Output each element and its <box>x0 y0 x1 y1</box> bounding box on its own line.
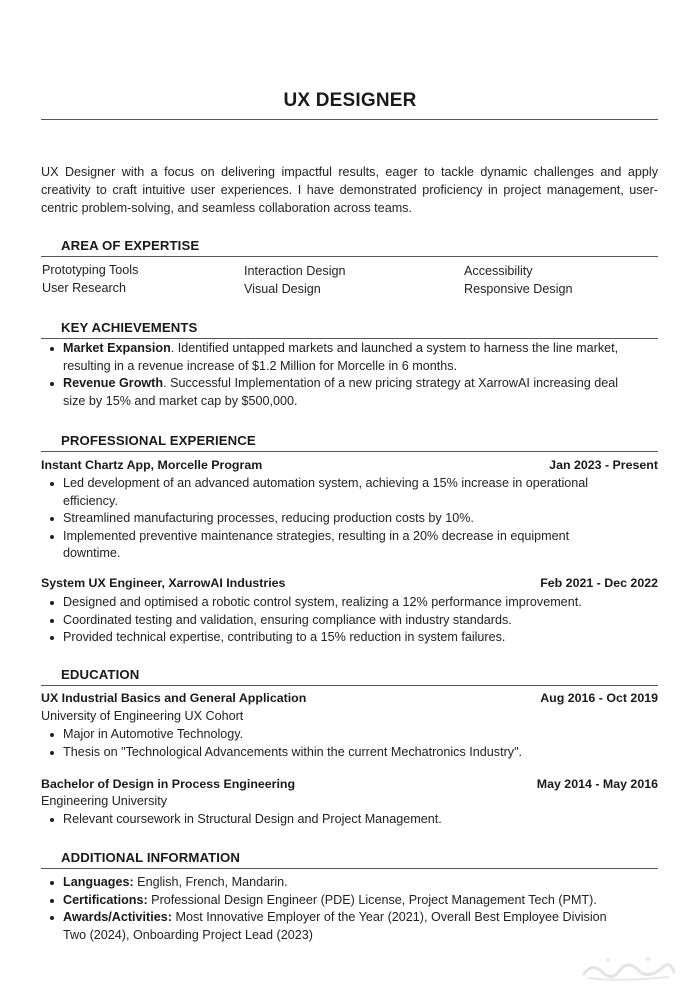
list-item <box>41 874 611 892</box>
list-item: Coordinated testing and validation, ensuring compliance with industry standards. <box>41 612 641 630</box>
section-divider <box>41 338 658 339</box>
list-item <box>41 375 641 410</box>
job-dates: Jan 2023 - Present <box>549 458 658 472</box>
expertise-item: Interaction Design <box>244 264 346 278</box>
section-heading-education: EDUCATION <box>61 667 140 682</box>
section-heading-additional: ADDITIONAL INFORMATION <box>61 850 240 865</box>
list-item <box>41 909 611 944</box>
list-item <box>41 340 641 375</box>
list-item: Streamlined manufacturing processes, reducing production costs by 10%. <box>41 510 611 528</box>
job-bullets <box>41 594 641 647</box>
list-item <box>41 892 611 910</box>
item-text: . Successful Implementation of a new pricing strategy at XarrowAI increasing deal size by 15% and market cap by $500,000. <box>63 376 619 408</box>
list-item: Provided technical expertise, contributing to a 15% reduction in system failures. <box>41 629 641 647</box>
education-dates: May 2014 - May 2016 <box>536 777 658 791</box>
resume-title: UX DESIGNER <box>283 90 417 111</box>
job-title: Instant Chartz App, Morcelle Program <box>41 458 263 472</box>
item-label: Languages: <box>63 875 134 889</box>
additional-list <box>41 874 611 944</box>
list-item: Implemented preventive maintenance strategies, resulting in a 20% decrease in equipment downtime. <box>41 528 611 563</box>
achievements-list <box>41 340 641 410</box>
list-item: Designed and optimised a robotic control system, realizing a 12% performance improvement. <box>41 594 641 612</box>
item-label: Awards/Activities: <box>63 910 172 924</box>
education-title: Bachelor of Design in Process Engineering <box>41 777 296 791</box>
section-divider <box>41 451 658 452</box>
list-item: Led development of an advanced automation system, achieving a 15% increase in operational efficiency. <box>41 475 611 510</box>
section-heading-experience: PROFESSIONAL EXPERIENCE <box>61 433 256 448</box>
expertise-item: Prototyping Tools <box>42 263 139 277</box>
title-divider <box>41 119 658 120</box>
section-heading-achievements: KEY ACHIEVEMENTS <box>61 320 198 335</box>
watermark-logo <box>578 950 678 984</box>
item-text: Professional Design Engineer (PDE) License, Project Management Tech (PMT). <box>147 892 597 907</box>
education-bullets <box>41 811 641 829</box>
item-text: . Identified untapped markets and launched a system to harness the line market, resulting in a revenue increase of $1.2 Million for Morcelle in 6 months. <box>63 341 619 373</box>
expertise-item: Accessibility <box>464 264 533 278</box>
expertise-item: Visual Design <box>244 282 321 296</box>
list-item: Thesis on "Technological Advancements within the current Mechatronics Industry". <box>41 744 641 762</box>
section-heading-expertise: AREA OF EXPERTISE <box>61 238 200 253</box>
education-title: UX Industrial Basics and General Application <box>41 691 307 705</box>
item-label: Certifications: <box>63 892 148 907</box>
list-item: Relevant coursework in Structural Design and Project Management. <box>41 811 641 829</box>
item-text: English, French, Mandarin. <box>133 875 288 889</box>
education-bullets <box>41 726 641 761</box>
expertise-item: Responsive Design <box>464 282 573 296</box>
item-label: Market Expansion <box>63 341 171 355</box>
list-item: Major in Automotive Technology. <box>41 726 641 744</box>
job-title: System UX Engineer, XarrowAI Industries <box>41 576 286 590</box>
section-divider <box>41 256 658 257</box>
job-bullets <box>41 475 611 563</box>
expertise-item: User Research <box>42 281 126 295</box>
education-school: Engineering University <box>41 794 167 808</box>
education-dates: Aug 2016 - Oct 2019 <box>540 691 658 705</box>
item-label: Revenue Growth <box>63 376 164 390</box>
job-dates: Feb 2021 - Dec 2022 <box>540 576 658 590</box>
education-school: University of Engineering UX Cohort <box>41 709 244 723</box>
section-divider <box>41 685 658 686</box>
section-divider <box>41 868 658 869</box>
item-text: Most Innovative Employer of the Year (2021), Overall Best Employee Division Two (2024), Onboarding Project Lead (2023) <box>63 910 607 942</box>
summary-paragraph: UX Designer with a focus on delivering impactful results, eager to tackle dynamic challenges and apply creativity to craft intuitive user experiences. I have demonstrated proficiency in project management, user-centric problem-solving, and seamless collaboration across teams. <box>41 165 658 215</box>
